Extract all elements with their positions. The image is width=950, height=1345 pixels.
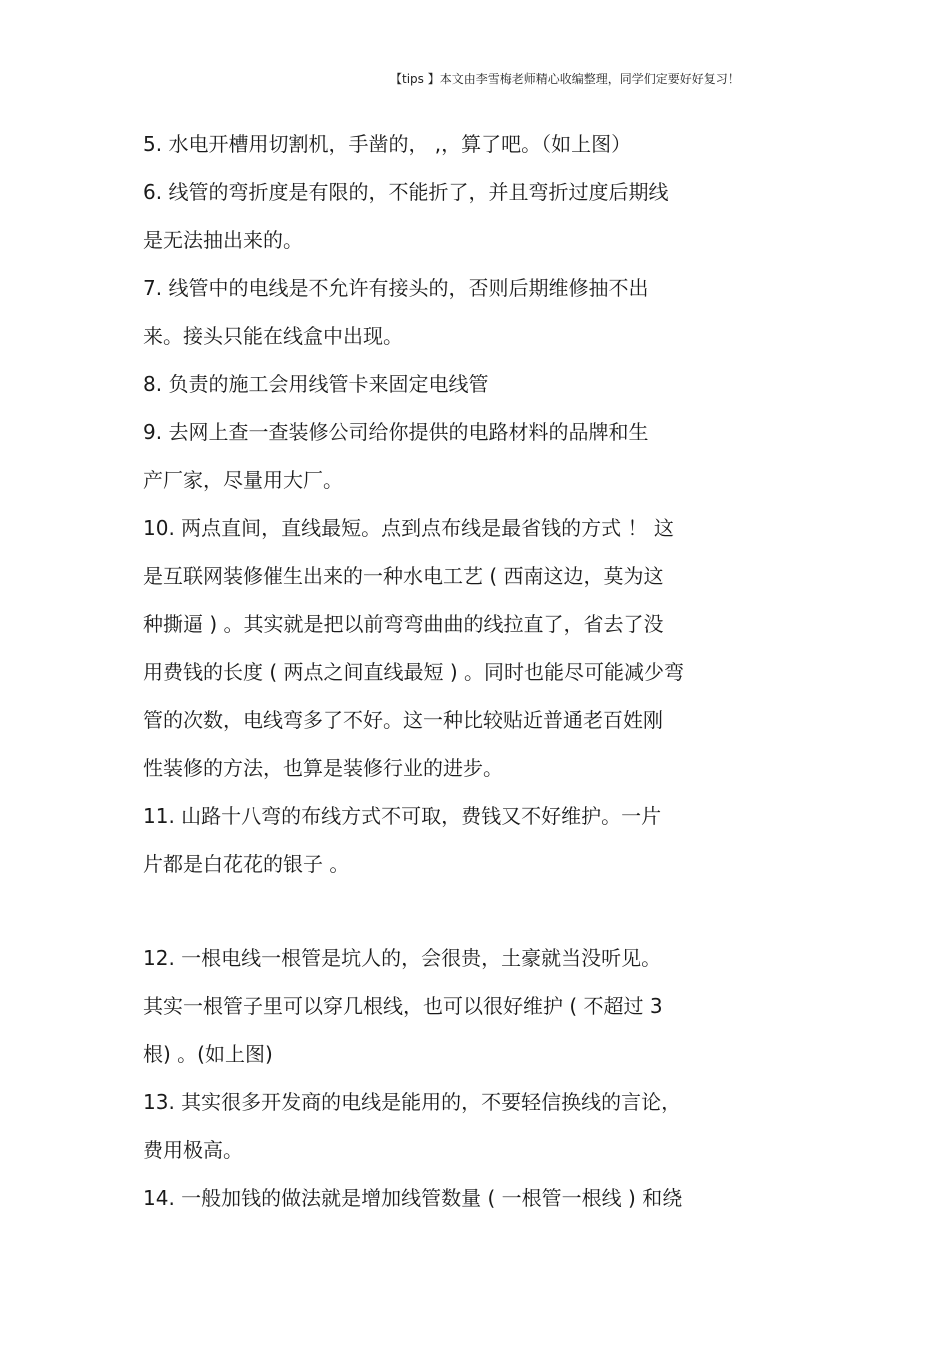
text-line: 片都是白花花的银子 。 — [143, 852, 350, 876]
text-line: 12. 一根电线一根管是坑人的，会很贵，土豪就当没听见。 — [143, 946, 662, 970]
text-line: 8. 负责的施工会用线管卡来固定电线管 — [143, 372, 489, 396]
text-line: 7. 线管中的电线是不允许有接头的，否则后期维修抽不出 — [143, 276, 649, 300]
text-line: 管的次数，电线弯多了不好。这一种比较贴近普通老百姓刚 — [143, 708, 663, 732]
text-line: 是互联网装修催生出来的一种水电工艺 ( 西南这边，莫为这 — [143, 564, 664, 588]
paragraph-gap — [143, 895, 808, 941]
text-line: 9. 去网上查一查装修公司给你提供的电路材料的品牌和生 — [143, 420, 649, 444]
text-line: 是无法抽出来的。 — [143, 228, 303, 252]
text-line: 种撕逼 ) 。其实就是把以前弯弯曲曲的线拉直了，省去了没 — [143, 612, 664, 636]
text-line: 用费钱的长度 ( 两点之间直线最短 ) 。同时也能尽可能减少弯 — [143, 660, 685, 684]
text-line: 11. 山路十八弯的布线方式不可取，费钱又不好维护。一片 — [143, 804, 662, 828]
text-line: 性装修的方法，也算是装修行业的进步。 — [143, 756, 503, 780]
text-line: 根) 。(如上图) — [143, 1042, 273, 1066]
text-line: 6. 线管的弯折度是有限的，不能折了，并且弯折过度后期线 — [143, 180, 669, 204]
text-line: 10. 两点直间，直线最短。点到点布线是最省钱的方式 ！ 这 — [143, 516, 674, 540]
document-body — [143, 127, 808, 1229]
text-line: 产厂家，尽量用大厂。 — [143, 468, 343, 492]
text-line: 14. 一般加钱的做法就是增加线管数量 ( 一根管一根线 ) 和绕 — [143, 1186, 683, 1210]
text-line: 其实一根管子里可以穿几根线，也可以很好维护 ( 不超过 3 — [143, 994, 663, 1018]
text-line: 费用极高。 — [143, 1138, 243, 1162]
text-line: 13. 其实很多开发商的电线是能用的，不要轻信换线的言论， — [143, 1090, 682, 1114]
header-note: 【tips 】本文由李雪梅老师精心收编整理，同学们定要好好复习！ — [390, 72, 740, 86]
text-line: 来。接头只能在线盒中出现。 — [143, 324, 403, 348]
text-line: 5. 水电开槽用切割机，手凿的， ,，算了吧。（如上图） — [143, 132, 632, 156]
